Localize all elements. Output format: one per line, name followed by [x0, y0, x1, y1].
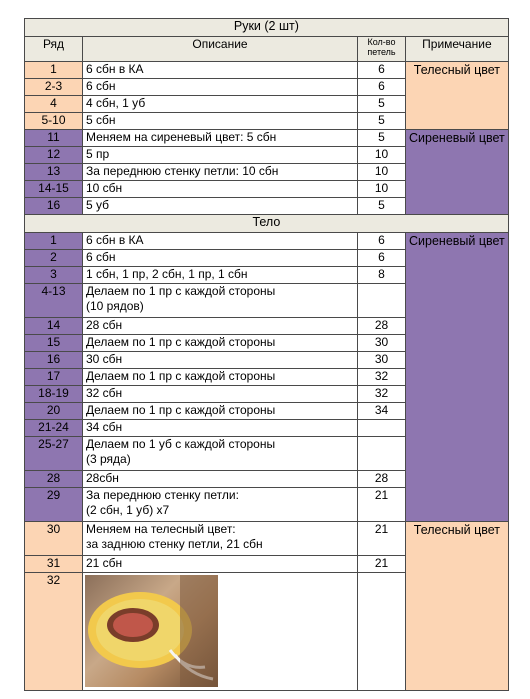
row-stitch-count: 6	[358, 233, 406, 250]
row-description	[83, 403, 358, 420]
row-number: 14-15	[25, 181, 83, 198]
row-description-line: Делаем по 1 пр с каждой стороны	[86, 369, 276, 383]
row-description	[83, 113, 358, 130]
section-title-row	[25, 19, 509, 37]
row-description-line: Делаем по 1 пр с каждой стороны	[86, 284, 276, 298]
row-stitch-count: 21	[358, 556, 406, 573]
row-stitch-count: 6	[358, 79, 406, 96]
row-number: 29	[25, 488, 83, 522]
row-description	[83, 352, 358, 369]
row-description	[83, 437, 358, 471]
row-number: 31	[25, 556, 83, 573]
row-number: 2-3	[25, 79, 83, 96]
row-description-line: 1 сбн, 1 пр, 2 сбн, 1 пр, 1 сбн	[86, 267, 248, 281]
row-description-line: 6 сбн в КА	[86, 62, 144, 76]
section-title-row	[25, 215, 509, 233]
column-header-count	[358, 37, 406, 62]
row-description-line: 21 сбн	[86, 556, 123, 570]
row-stitch-count: 5	[358, 198, 406, 215]
table-row	[25, 62, 509, 79]
row-description-line: 6 сбн	[86, 250, 116, 264]
row-stitch-count: 28	[358, 318, 406, 335]
row-stitch-count: 8	[358, 267, 406, 284]
row-stitch-count: 21	[358, 522, 406, 556]
row-stitch-count: 6	[358, 250, 406, 267]
row-description	[83, 573, 358, 691]
row-stitch-count: 21	[358, 488, 406, 522]
row-number: 15	[25, 335, 83, 352]
row-number: 12	[25, 147, 83, 164]
row-number: 1	[25, 62, 83, 79]
row-number: 25-27	[25, 437, 83, 471]
row-stitch-count: 30	[358, 352, 406, 369]
row-stitch-count: 32	[358, 386, 406, 403]
row-number: 1	[25, 233, 83, 250]
row-description-line: Делаем по 1 пр с каждой стороны	[86, 335, 276, 349]
row-stitch-count: 28	[358, 471, 406, 488]
pattern-table	[24, 18, 509, 691]
row-description-line: 5 пр	[86, 147, 110, 161]
row-number: 30	[25, 522, 83, 556]
row-description	[83, 147, 358, 164]
row-description-line: (3 ряда)	[86, 452, 131, 466]
row-description	[83, 198, 358, 215]
column-header-row	[25, 37, 509, 62]
note-color: Сиреневый цвет	[406, 233, 509, 522]
row-stitch-count: 6	[358, 62, 406, 79]
row-stitch-count: 5	[358, 113, 406, 130]
row-number: 28	[25, 471, 83, 488]
row-stitch-count: 10	[358, 181, 406, 198]
row-description-line: Делаем по 1 пр с каждой стороны	[86, 403, 276, 417]
column-header-count-label: Кол-во петель	[367, 37, 396, 57]
row-description-line: 5 уб	[86, 198, 110, 212]
row-stitch-count: 30	[358, 335, 406, 352]
row-description-line: 6 сбн в КА	[86, 233, 144, 247]
row-stitch-count	[358, 437, 406, 471]
row-number: 20	[25, 403, 83, 420]
row-description-line: 5 сбн	[86, 113, 116, 127]
row-description-line: 28сбн	[86, 471, 119, 485]
row-stitch-count: 32	[358, 369, 406, 386]
row-stitch-count: 34	[358, 403, 406, 420]
row-number: 3	[25, 267, 83, 284]
column-header-row-number: Ряд	[25, 37, 83, 62]
row-description	[83, 250, 358, 267]
row-description	[83, 62, 358, 79]
note-color: Телесный цвет	[406, 522, 509, 691]
row-number: 16	[25, 198, 83, 215]
row-description-line: За переднюю стенку петли: 10 сбн	[86, 164, 279, 178]
row-description-line: (2 сбн, 1 уб) х7	[86, 503, 170, 517]
note-color: Телесный цвет	[406, 62, 509, 130]
row-description	[83, 284, 358, 318]
row-description-line: 32 сбн	[86, 386, 123, 400]
row-number: 21-24	[25, 420, 83, 437]
note-color: Сиреневый цвет	[406, 130, 509, 215]
table-row	[25, 233, 509, 250]
row-description-line: Меняем на сиреневый цвет: 5 сбн	[86, 130, 277, 144]
row-description	[83, 556, 358, 573]
row-stitch-count	[358, 573, 406, 691]
row-number: 18-19	[25, 386, 83, 403]
row-description	[83, 420, 358, 437]
row-stitch-count	[358, 284, 406, 318]
row-stitch-count	[358, 420, 406, 437]
row-description	[83, 386, 358, 403]
row-description	[83, 318, 358, 335]
row-stitch-count: 10	[358, 147, 406, 164]
row-description-line: Делаем по 1 уб с каждой стороны	[86, 437, 276, 451]
row-description-line: 4 сбн, 1 уб	[86, 96, 146, 110]
section-title: Руки (2 шт)	[25, 19, 509, 37]
row-description-line: за заднюю стенку петли, 21 сбн	[86, 537, 263, 551]
row-number: 32	[25, 573, 83, 691]
row-stitch-count: 5	[358, 130, 406, 147]
row-description	[83, 233, 358, 250]
table-row	[25, 522, 509, 556]
row-description-line: За переднюю стенку петли:	[86, 488, 239, 502]
row-description	[83, 267, 358, 284]
row-description	[83, 335, 358, 352]
row-description	[83, 369, 358, 386]
row-description-line: 28 сбн	[86, 318, 123, 332]
column-header-note: Примечание	[406, 37, 509, 62]
row-number: 4-13	[25, 284, 83, 318]
row-number: 13	[25, 164, 83, 181]
row-description	[83, 522, 358, 556]
row-number: 2	[25, 250, 83, 267]
row-number: 4	[25, 96, 83, 113]
crochet-photo	[85, 575, 218, 687]
row-description-line: 34 сбн	[86, 420, 123, 434]
row-description	[83, 181, 358, 198]
table-row	[25, 130, 509, 147]
row-description	[83, 488, 358, 522]
row-stitch-count: 10	[358, 164, 406, 181]
row-description-line: 30 сбн	[86, 352, 123, 366]
row-number: 14	[25, 318, 83, 335]
section-title: Тело	[25, 215, 509, 233]
row-stitch-count: 5	[358, 96, 406, 113]
row-number: 17	[25, 369, 83, 386]
row-description	[83, 164, 358, 181]
row-description	[83, 130, 358, 147]
row-description-line: (10 рядов)	[86, 299, 144, 313]
row-number: 16	[25, 352, 83, 369]
row-description-line: 6 сбн	[86, 79, 116, 93]
row-number: 5-10	[25, 113, 83, 130]
row-description	[83, 471, 358, 488]
row-description-line: Меняем на телесный цвет:	[86, 522, 236, 536]
row-number: 11	[25, 130, 83, 147]
row-description	[83, 79, 358, 96]
row-description	[83, 96, 358, 113]
column-header-description: Описание	[83, 37, 358, 62]
row-description-line: 10 сбн	[86, 181, 123, 195]
